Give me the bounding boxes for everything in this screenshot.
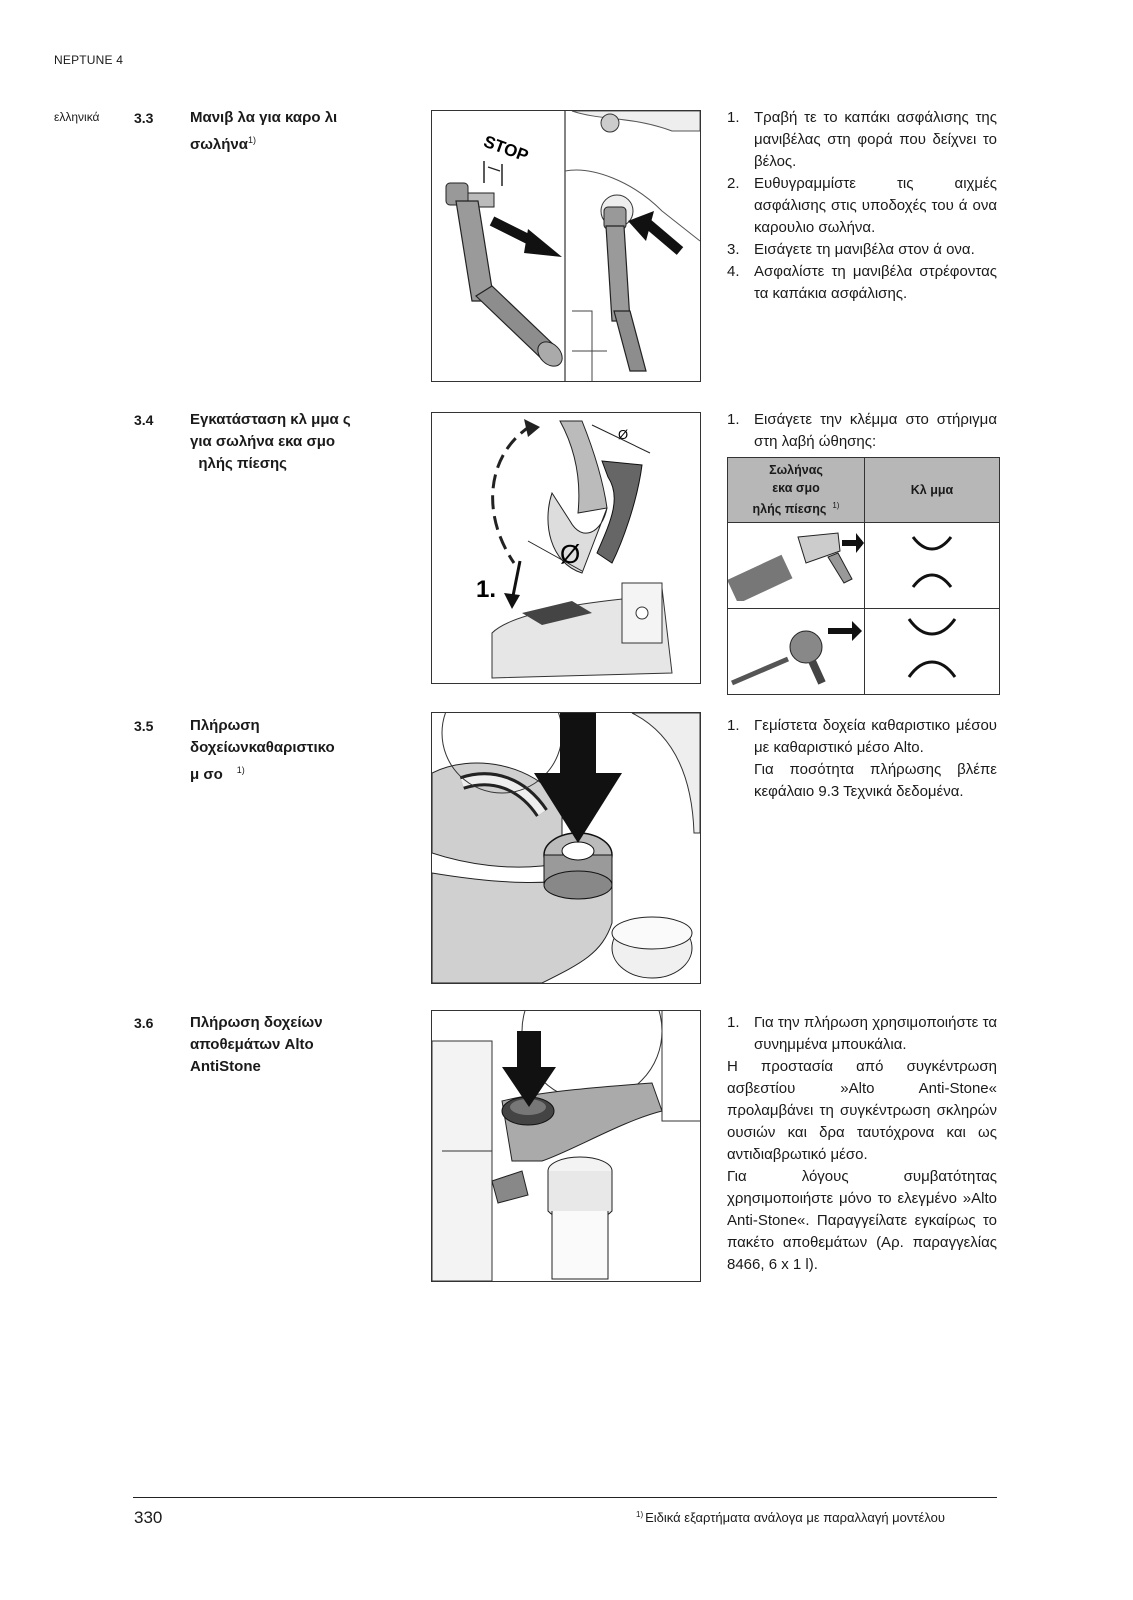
detergent-tank-illustration [432,713,700,983]
hose-clamp-figure [431,412,701,684]
antistone-tank-figure [431,1010,701,1282]
section-number: 3.3 [134,110,154,126]
page-number: 330 [134,1508,163,1527]
clamp-thick-image [865,609,1000,695]
crank-handle-figure [431,110,701,382]
step-1-label: 1. [476,576,497,603]
section-number: 3.5 [134,718,154,734]
table-row [728,609,1000,695]
section-number: 3.6 [134,1015,154,1031]
section-3-4-content [727,409,997,695]
stop-label: STOP [481,131,531,166]
detergent-tank-figure [431,712,701,984]
section-3-5-content [727,715,997,803]
list-item: 4. Ασφαλίστε τη μανιβέλα στρέφοντας τα καπάκια ασφάλισης. [727,263,997,302]
list-item: 1. Εισάγετε την κλέμμα στο στήριγμα στη λαβή ώθησης: [727,411,997,450]
body-paragraph: Για λόγους συμβατότητας χρησιμοποιήστε μόνο το ελεγμένο »Alto Anti-Stone«. Παραγγείλατε εγκαίρως το πακέτο αποθεμάτων (Αρ. παραγγελίας 8466, 6 x 1 l). [727,1168,997,1273]
crank-handle-illustration [432,111,700,381]
section-3-3-steps [727,107,997,305]
clamp-table [727,457,1000,695]
document-header: NEPTUNE 4 [54,53,124,67]
section-title: Πλήρωση δοχείων αποθεμάτων Alto AntiStone [190,1014,323,1075]
hose-thick-image [728,609,865,695]
table-row [728,523,1000,609]
hose-clamp-illustration [432,413,700,683]
list-item: 3. Εισάγετε τη μανιβέλα στον ά ονα. [727,241,975,258]
list-item: 1. Τραβή τε το καπάκι ασφάλισης της μανιβέλας στη φορά που δείχνει το βέλος. [727,109,997,170]
table-header-hose: Σωλήνας εκα σμο ηλής πίεσης $^{1)}$ [728,458,865,523]
list-item: 1. Για την πλήρωση χρησιμοποιήστε τα συνημμένα μπουκάλια. [727,1014,997,1053]
footer-divider [133,1497,997,1498]
table-header-clamp: Κλ μμα [865,458,1000,523]
note-paragraph: Για ποσότητα πλήρωσης βλέπε κεφάλαιο 9.3 Τεχνικά δεδομένα. [754,761,997,800]
antistone-tank-illustration [432,1011,700,1281]
list-item: 2. Ευθυγραμμίστε τις αιχμές ασφάλισης στις υποδοχές του ά ονα καρουλιο σωλήνα. [727,175,997,236]
list-item: 1. Γεμίστετα δοχεία καθαριστικο μέσου με καθαριστικό μέσο Alto. [727,717,997,756]
diameter-symbol-small: Ø [618,427,629,442]
footnote: $^{1)}$ Ειδικά εξαρτήματα ανάλογα με παραλλαγή μοντέλου [636,1510,945,1526]
body-paragraph: Η προστασία από συγκέντρωση ασβεστίου »Alto Anti-Stone« προλαμβάνει τη συγκέντρωση σκληρών ουσιών και δρα ταυτόχρονα και ως αντιδιαβρωτικό μέσο. [727,1058,997,1163]
section-number: 3.4 [134,412,154,428]
language-label: ελληνικά [54,110,100,124]
section-title: Μανιβ λα για καρο λι σωλήνα$^{1)}$ [190,109,338,153]
section-title: Εγκατάσταση κλ μμα ς για σωλήνα εκα σμο ηλής πίεσης [190,411,351,472]
hose-thin-image [728,523,865,609]
diameter-symbol: Ø [560,539,581,569]
section-title: Πλήρωση δοχείωνκαθαριστικο μ σο $^{1)}$ [190,717,335,783]
clamp-thin-image [865,523,1000,609]
section-3-6-content [727,1012,997,1276]
